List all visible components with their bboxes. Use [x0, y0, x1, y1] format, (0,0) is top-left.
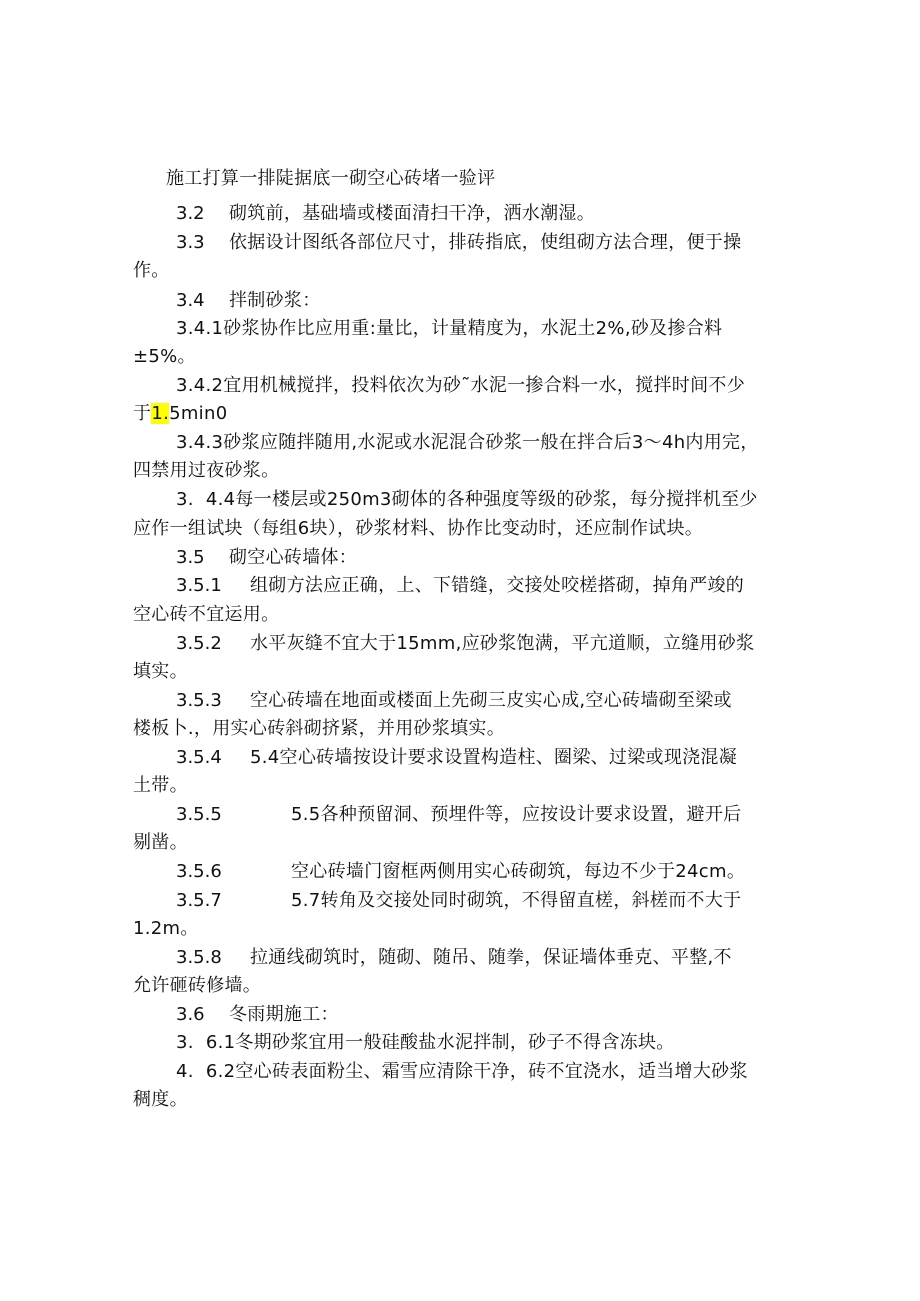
- item-text-continued: 允许砸砖修墙。: [133, 975, 262, 996]
- item-text: 3. 6.1冬期砂浆宜用一般硅酸盐水泥拌制，砂子不得含冻块。: [176, 1032, 675, 1053]
- item-text: 3. 4.4每一楼层或250m3砌体的各种强度等级的砂浆，每分搅拌机至少: [176, 489, 758, 510]
- item-text: 5.4空心砖墙按设计要求设置构造柱、圈梁、过梁或现浇混凝: [250, 747, 738, 768]
- item-number: 3.4: [176, 290, 205, 311]
- item-text: 拉通线砌筑时，随砌、随吊、随拳，保证墙体垂克、平整,不: [250, 947, 732, 968]
- item-number: 3.5.2: [176, 633, 222, 654]
- item-text-continued: 1.2m。: [133, 918, 199, 939]
- item-text: 3.4.1砂浆协作比应用重:量比，计量精度为，水泥土2%,砂及掺合料: [176, 318, 723, 339]
- item-text-continued: 填实。: [133, 661, 188, 682]
- item-number: 3.5.7: [176, 890, 222, 911]
- item-text-continued: [133, 403, 227, 425]
- item-text-continued: ±5%。: [133, 346, 196, 367]
- item-text: 依据设计图纸各部位尺寸，排砖指底，使组砌方法合理，便于操: [229, 232, 742, 253]
- item-text-continued: 稠度。: [133, 1089, 188, 1110]
- item-number: 3.5.1: [176, 575, 222, 596]
- highlighted-text: 1.: [151, 403, 170, 424]
- item-number: 3.5: [176, 547, 205, 568]
- item-text-continued: 楼板卜.，用实心砖斜砌挤紧，并用砂浆填实。: [133, 718, 506, 739]
- item-number: 3.5.3: [176, 690, 222, 711]
- item-text: 水平灰缝不宜大于15mm,应砂浆饱满，平亢道顺，立缝用砂浆: [250, 633, 755, 654]
- item-text: 4. 6.2空心砖表面粉尘、霜雪应清除干净，砖不宜浇水，适当增大砂浆: [176, 1061, 748, 1082]
- item-number: 3.5.6: [176, 861, 222, 882]
- item-text-continued: 剔凿。: [133, 832, 188, 853]
- item-text-continued: 四禁用过夜砂浆。: [133, 460, 280, 481]
- item-text: 拌制砂浆：: [229, 290, 321, 311]
- item-text: 组砌方法应正确，上、下错缝，交接处咬槎搭砌，掉角严竣的: [250, 575, 745, 596]
- document-heading: 施工打算一排陡据底一砌空心砖堵一验评: [166, 168, 496, 189]
- item-text: 空心砖墙在地面或楼面上先砌三皮实心成,空心砖墙砌至梁或: [250, 690, 732, 711]
- item-text-continued: 空心砖不宜运用。: [133, 604, 280, 625]
- item-number: 3.5.5: [176, 804, 222, 825]
- item-number: 3.2: [176, 203, 205, 224]
- item-text: 砌空心砖墙体：: [229, 547, 358, 568]
- item-number: 3.3: [176, 232, 205, 253]
- item-number: 3.6: [176, 1004, 205, 1025]
- item-text: 3.4.2宜用机械搅拌，投料依次为砂˜水泥一掺合料一水，搅拌时间不少: [176, 375, 745, 396]
- item-text: 空心砖墙门窗框两侧用实心砖砌筑，每边不少于24cm。: [291, 861, 746, 882]
- item-text-continued: 土带。: [133, 775, 188, 796]
- item-text-continued: 应作一组试块（每组6块），砂浆材料、协作比变动时，还应制作试块。: [133, 518, 704, 539]
- text-fragment: 于: [133, 403, 152, 424]
- item-text: 3.4.3砂浆应随拌随用,水泥或水泥混合砂浆一般在拌合后3～4h内用完，: [176, 432, 759, 453]
- item-text: 冬雨期施工：: [229, 1004, 339, 1025]
- text-fragment: 5min0: [169, 403, 228, 424]
- item-number: 3.5.8: [176, 947, 222, 968]
- item-text: 5.5各种预留洞、预埋件等，应按设计要求设置，避开后: [291, 804, 742, 825]
- item-text: 5.7转角及交接处同时砌筑，不得留直槎，斜槎而不大于: [291, 890, 742, 911]
- item-number: 3.5.4: [176, 747, 222, 768]
- item-text-continued: 作。: [133, 260, 170, 281]
- item-text: 砌筑前，基础墙或楼面清扫干净，洒水潮湿。: [229, 203, 595, 224]
